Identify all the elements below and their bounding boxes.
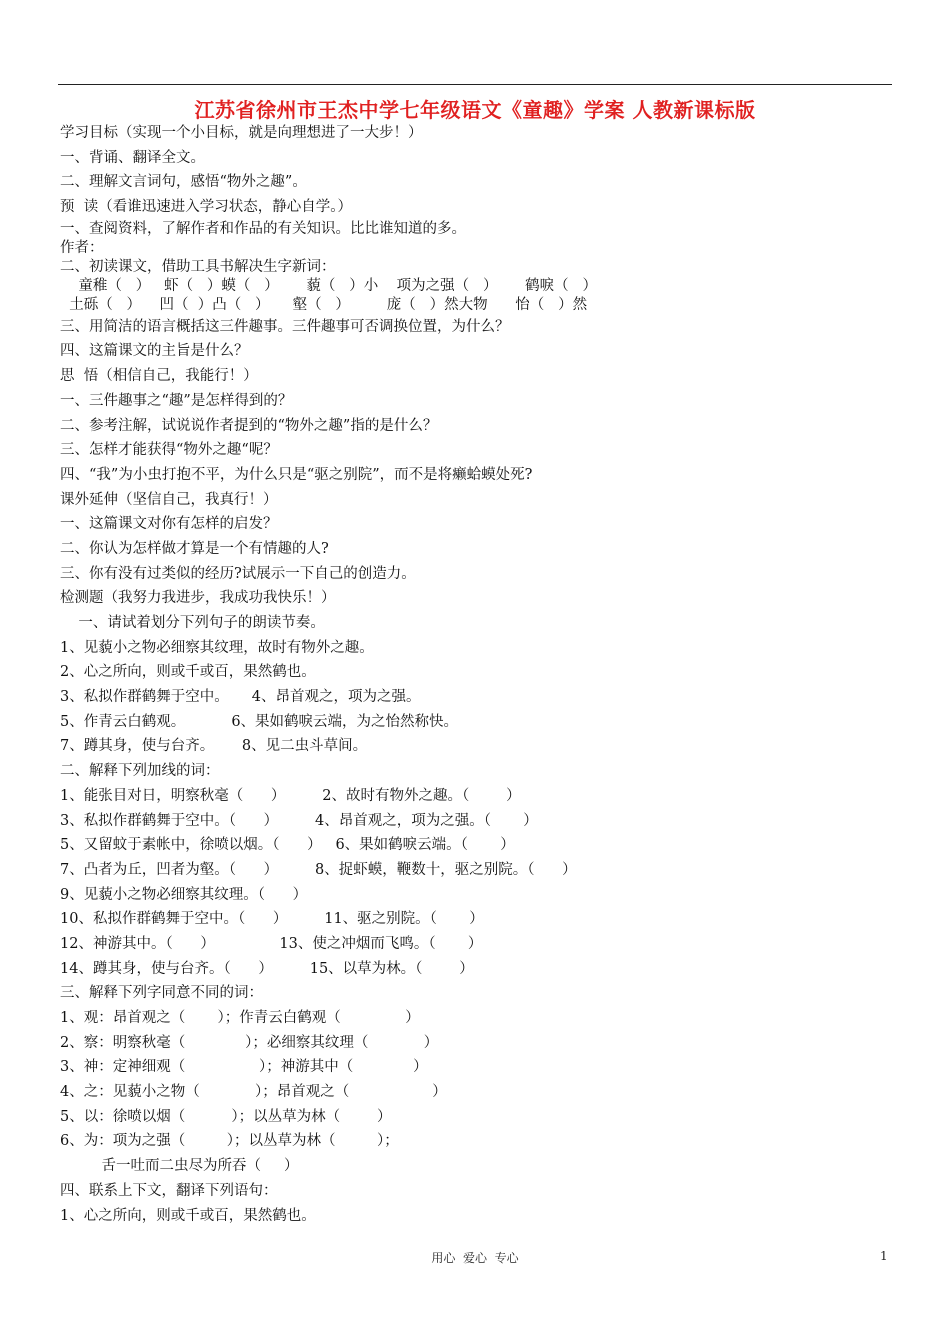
page-number: 1 — [880, 1249, 888, 1263]
text-line: 5、以：徐喷以烟（ ）；以丛草为林（ ） — [60, 1108, 392, 1125]
text-line: 二、理解文言词句，感悟“物外之趣”。 — [60, 174, 307, 191]
text-line: 作者： — [60, 239, 104, 256]
text-line: 10、私拟作群鹤舞于空中。（ ） 11、驱之别院。（ ） — [60, 911, 484, 928]
text-line: 二、解释下列加线的词： — [60, 763, 220, 780]
text-line: 一、查阅资料，了解作者和作品的有关知识。比比谁知道的多。 — [60, 220, 466, 237]
text-line: 3、神：定神细观（ ）；神游其中（ ） — [60, 1059, 428, 1076]
text-line: 四、联系上下文，翻译下列语句： — [60, 1182, 278, 1199]
text-line: 5、作青云白鹤观。 6、果如鹤唳云端，为之怡然称快。 — [60, 713, 459, 730]
text-line: 三、怎样才能获得“物外之趣“呢？ — [60, 442, 278, 459]
text-line: 土砾（ ） 凹（ ）凸（ ） 壑（ ） 庞（ ）然大物 怡（ ）然 — [60, 296, 588, 313]
text-line: 2、心之所向，则或千或百，果然鹤也。 — [60, 664, 316, 681]
page-footer: 用心 爱心 专心 — [431, 1251, 519, 1265]
text-line: 一、请试着划分下列句子的朗读节奏。 — [60, 615, 325, 631]
text-line: 2、察：明察秋毫（ ）；必细察其纹理（ ） — [60, 1034, 439, 1051]
text-line: 6、为：项为之强（ ）；以丛草为林（ ）； — [60, 1133, 399, 1150]
document-title: 江苏省徐州市王杰中学七年级语文《童趣》学案 人教新课标版 — [194, 98, 756, 122]
document-body — [60, 121, 920, 1228]
text-line: 7、蹲其身，使与台齐。 8、见二虫斗草间。 — [60, 738, 368, 755]
text-line: 四、“我”为小虫打抱不平，为什么只是“驱之别院”，而不是将癞蛤蟆处死? — [60, 466, 533, 483]
text-line: 1、见藐小之物必细察其纹理，故时有物外之趣。 — [60, 639, 374, 656]
text-line: 7、凸者为丘，凹者为壑。（ ） 8、捉虾蟆，鞭数十，驱之别院。（ ） — [60, 861, 577, 878]
text-line: 3、私拟作群鹤舞于空中。（ ） 4、昂首观之，项为之强。（ ） — [60, 812, 538, 829]
text-line: 预 读（看谁迅速进入学习状态，静心自学。） — [60, 199, 352, 216]
text-line: 课外延伸（坚信自己，我真行！） — [60, 491, 278, 508]
text-line: 14、蹲其身，使与台齐。（ ） 15、以草为林。（ ） — [60, 960, 474, 977]
text-line: 二、初读课文，借助工具书解决生字新词： — [60, 258, 336, 275]
text-line: 童稚（ ） 虾（ ）蟆（ ） 藐（ ）小 项为之强（ ） 鹤唳（ ） — [60, 277, 597, 294]
text-line: 3、私拟作群鹤舞于空中。 4、昂首观之，项为之强。 — [60, 689, 421, 706]
text-line: 一、三件趣事之“趣”是怎样得到的？ — [60, 392, 293, 409]
text-line: 一、这篇课文对你有怎样的启发？ — [60, 516, 278, 533]
text-line: 三、你有没有过类似的经历?试展示一下自己的创造力。 — [60, 565, 416, 582]
text-line: 1、心之所向，则或千或百，果然鹤也。 — [60, 1207, 316, 1224]
text-line: 学习目标（实现一个小目标，就是向理想进了一大步！） — [60, 125, 423, 141]
text-line: 三、用简洁的语言概括这三件趣事。三件趣事可否调换位置，为什么？ — [60, 318, 510, 335]
text-line: 9、见藐小之物必细察其纹理。（ ） — [60, 886, 308, 903]
text-line: 二、你认为怎样做才算是一个有情趣的人? — [60, 540, 329, 557]
text-line: 4、之：见藐小之物（ ）；昂首观之（ ） — [60, 1084, 447, 1101]
text-line: 1、能张目对日，明察秋毫（ ） 2、故时有物外之趣。（ ） — [60, 787, 521, 804]
header-rule — [58, 84, 892, 85]
text-line: 检测题（我努力我进步，我成功我快乐！） — [60, 590, 336, 607]
text-line: 三、解释下列字同意不同的词： — [60, 985, 263, 1002]
text-line: 思 悟（相信自己，我能行！） — [60, 368, 258, 385]
text-line: 一、背诵、翻译全文。 — [60, 149, 205, 166]
text-line: 1、观：昂首观之（ ）；作青云白鹤观（ ） — [60, 1010, 420, 1026]
text-line: 5、又留蚊于素帐中，徐喷以烟。（ ） 6、果如鹤唳云端。（ ） — [60, 837, 515, 854]
text-line: 舌一吐而二虫尽为所吞（ ） — [60, 1158, 299, 1175]
text-line: 四、这篇课文的主旨是什么？ — [60, 343, 249, 360]
text-line: 12、神游其中。（ ） 13、使之冲烟而飞鸣。（ ） — [60, 935, 483, 952]
text-line: 二、参考注解，试说说作者提到的“物外之趣”指的是什么？ — [60, 417, 438, 434]
